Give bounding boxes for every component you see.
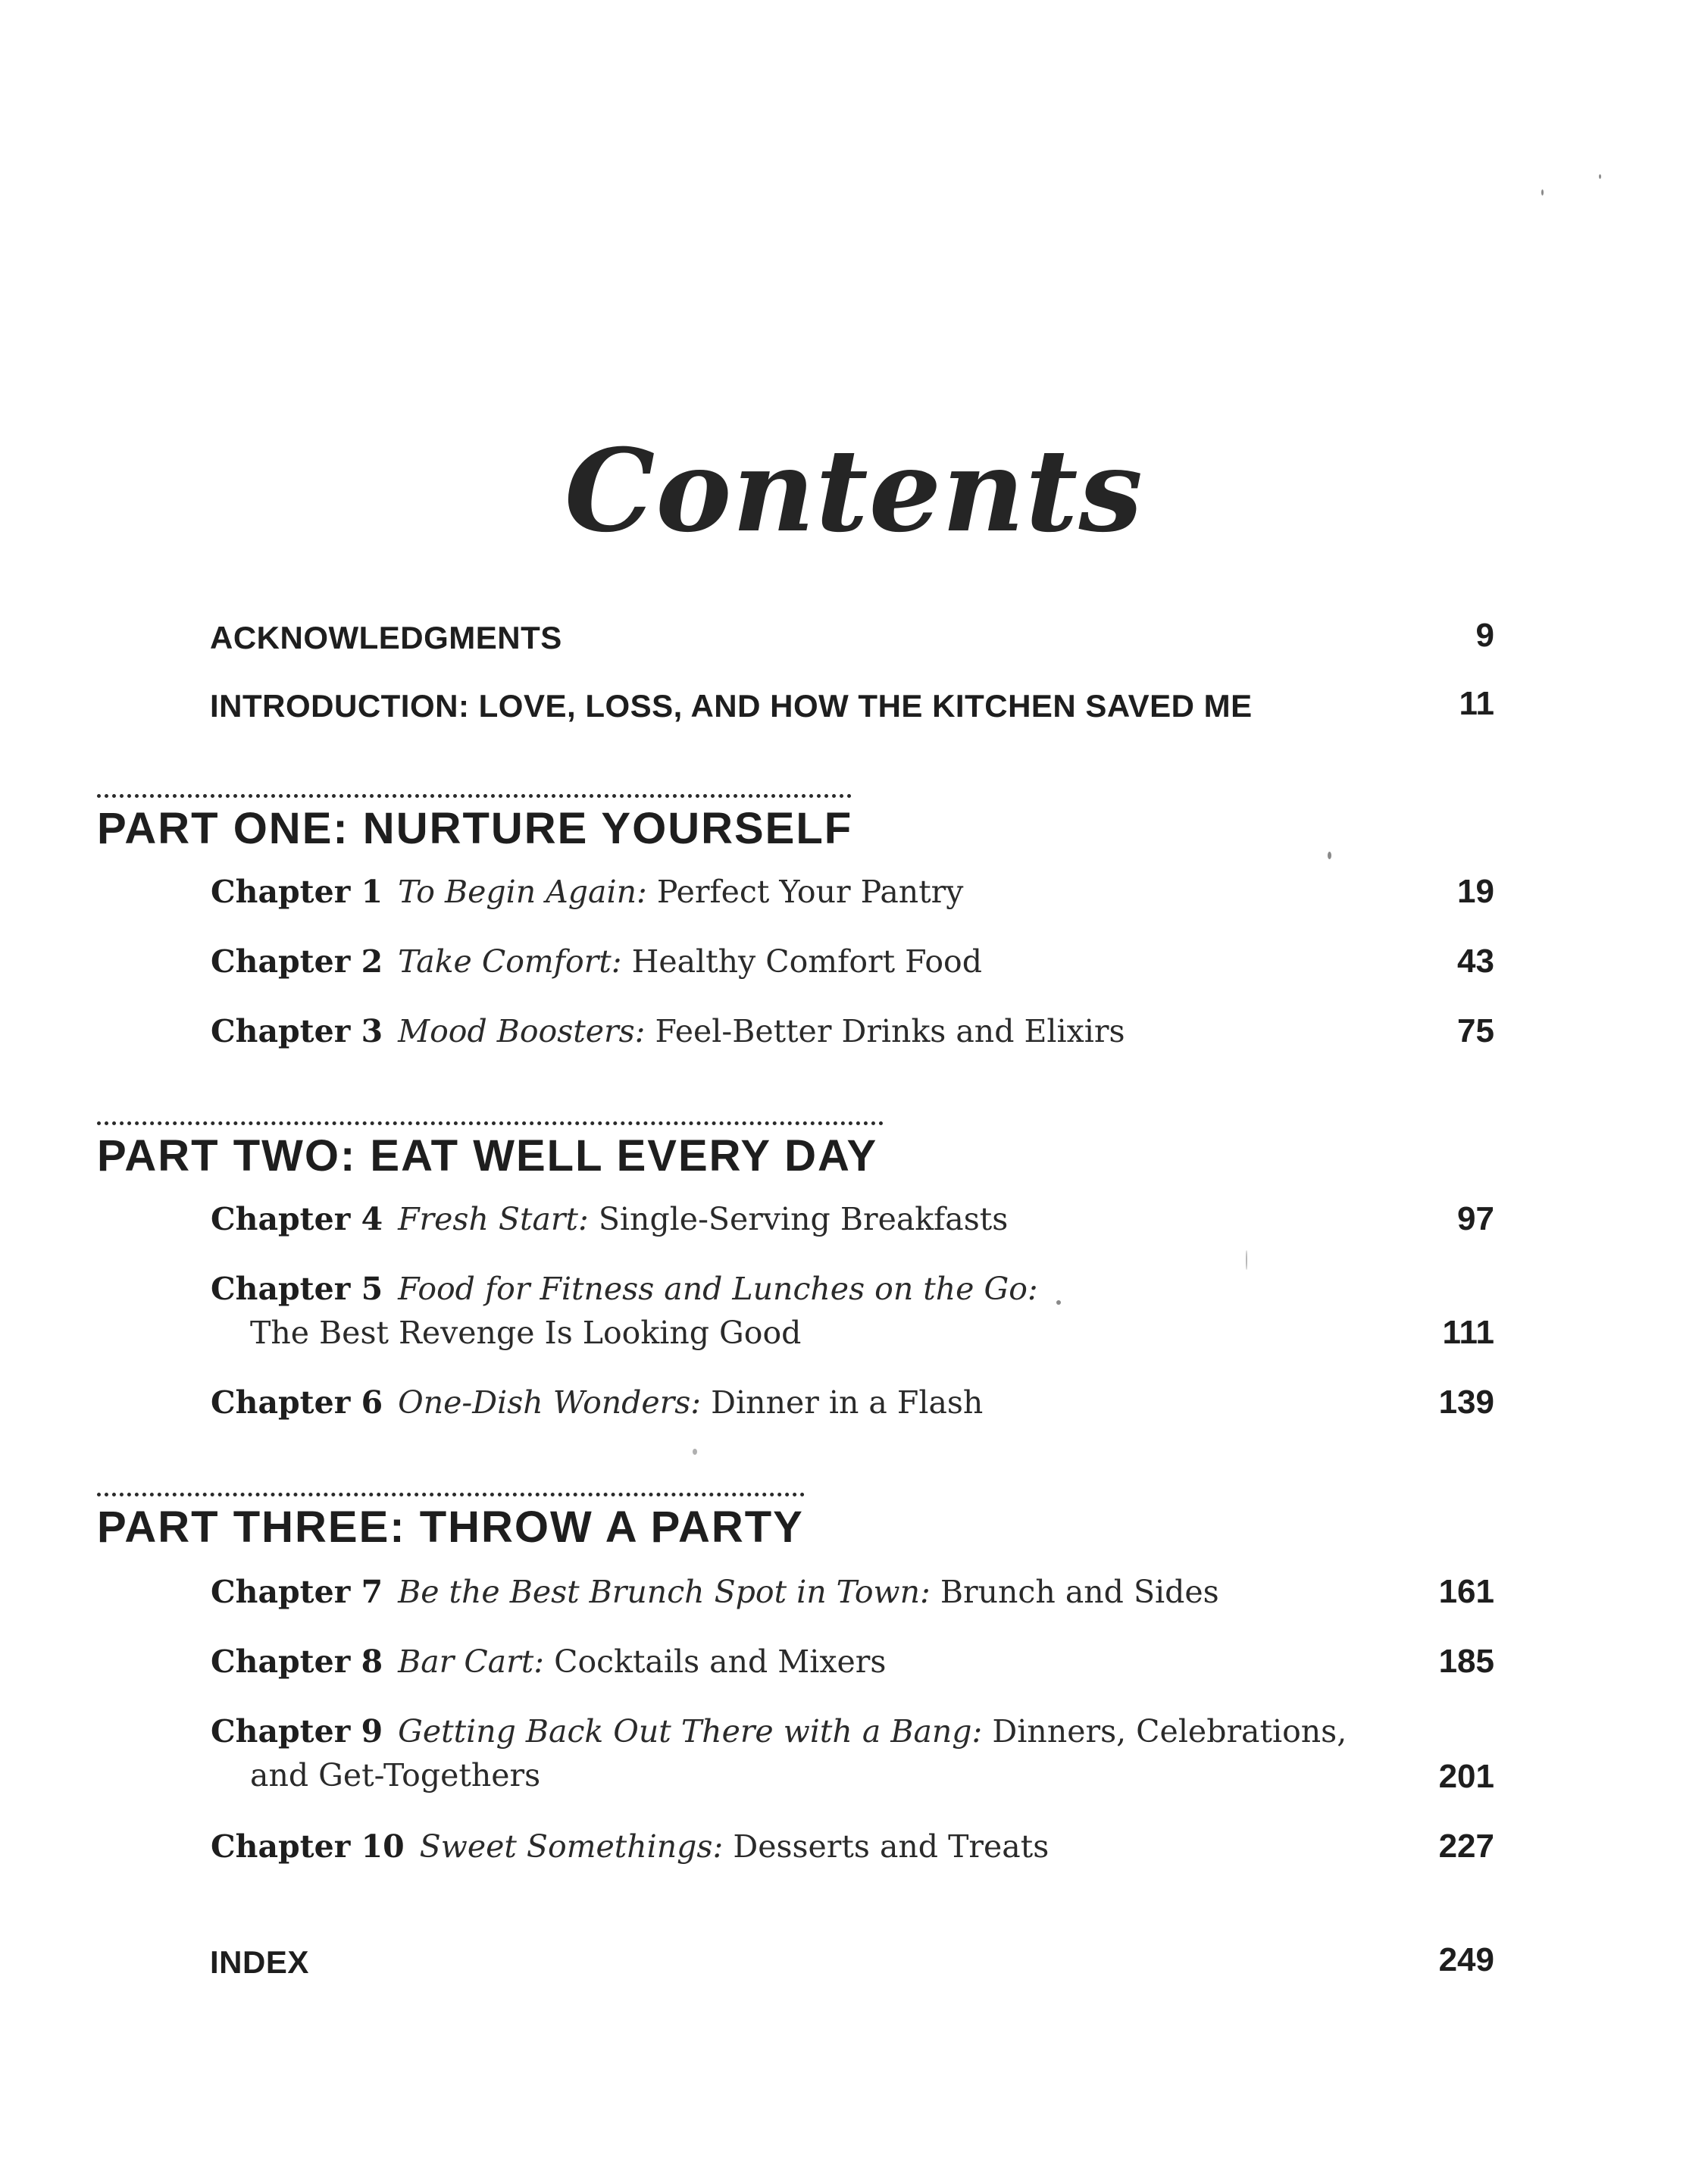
page-number: 19: [1457, 873, 1494, 910]
chapter-title-italic: Sweet Somethings:: [419, 1828, 724, 1865]
chapter-label: Chapter 4: [211, 1201, 383, 1237]
chapter-title-italic: Bar Cart:: [398, 1643, 545, 1680]
part-title: PART TWO: EAT WELL EVERY DAY: [97, 1131, 878, 1181]
page-number: 43: [1457, 943, 1494, 980]
chapter-title: Perfect Your Pantry: [656, 874, 964, 910]
chapter-title: Cocktails and Mixers: [554, 1643, 887, 1680]
chapter-label: Chapter 5: [211, 1271, 383, 1307]
toc-chapter-entry: [211, 1009, 1125, 1053]
chapter-title-italic: One-Dish Wonders:: [398, 1384, 702, 1421]
scan-speck: [693, 1449, 697, 1455]
page-number: 97: [1457, 1200, 1494, 1237]
toc-chapter-entry: [211, 1197, 1008, 1241]
chapter-title: Dinner in a Flash: [711, 1384, 984, 1421]
toc-entry-introduction: INTRODUCTION: LOVE, LOSS, AND HOW THE KITCHEN SAVED ME: [210, 688, 1253, 724]
chapter-title-italic: Fresh Start:: [398, 1201, 589, 1237]
chapter-title-italic: Be the Best Brunch Spot in Town:: [398, 1574, 931, 1610]
chapter-label: Chapter 6: [211, 1384, 383, 1421]
page-number: 185: [1438, 1643, 1494, 1680]
chapter-title-italic: Take Comfort:: [398, 943, 622, 980]
toc-chapter-entry: [211, 1640, 886, 1684]
chapter-title: Desserts and Treats: [733, 1828, 1050, 1865]
chapter-label: Chapter 1: [211, 874, 383, 910]
page-title: Contents: [564, 424, 1143, 558]
scan-speck: [1541, 189, 1544, 195]
page-number: 111: [1442, 1314, 1494, 1351]
page-number: 11: [1459, 685, 1494, 722]
page-number: 75: [1457, 1012, 1494, 1049]
part-divider: [97, 794, 852, 798]
page-number: 161: [1438, 1573, 1494, 1610]
chapter-title-continuation: The Best Revenge Is Looking Good: [250, 1315, 802, 1351]
toc-chapter-entry: [211, 940, 982, 983]
part-title: PART ONE: NURTURE YOURSELF: [97, 804, 853, 853]
toc-entry-index: INDEX: [210, 1944, 309, 1980]
toc-chapter-entry: [211, 1570, 1219, 1614]
toc-chapter-entry: [211, 1825, 1049, 1868]
page-number: 201: [1438, 1758, 1494, 1795]
chapter-title-italic: Food for Fitness and Lunches on the Go:: [398, 1271, 1038, 1307]
chapter-title-italic: To Begin Again:: [398, 874, 647, 910]
scan-speck: [1056, 1300, 1061, 1305]
chapter-title: Healthy Comfort Food: [631, 943, 982, 980]
scan-speck: [1328, 852, 1331, 859]
scan-speck: [1599, 174, 1601, 179]
chapter-title: Single-Serving Breakfasts: [598, 1201, 1009, 1237]
chapter-title: Dinners, Celebrations,: [992, 1713, 1347, 1750]
scan-speck: [1246, 1250, 1247, 1270]
page-number: 249: [1438, 1941, 1494, 1978]
chapter-label: Chapter 8: [211, 1643, 383, 1680]
chapter-label: Chapter 2: [211, 943, 383, 980]
part-divider: [97, 1493, 805, 1496]
toc-chapter-entry: [211, 1381, 983, 1424]
chapter-title-italic: Mood Boosters:: [398, 1013, 646, 1049]
chapter-label: Chapter 9: [211, 1713, 383, 1750]
part-title: PART THREE: THROW A PARTY: [97, 1503, 804, 1552]
chapter-label: Chapter 7: [211, 1574, 383, 1610]
chapter-title: Feel-Better Drinks and Elixirs: [655, 1013, 1125, 1049]
page-number: 227: [1438, 1828, 1494, 1865]
toc-chapter-entry: [211, 1709, 1347, 1797]
chapter-title: Brunch and Sides: [940, 1574, 1219, 1610]
chapter-title-italic: Getting Back Out There with a Bang:: [398, 1713, 983, 1750]
chapter-title-continuation: and Get-Togethers: [250, 1757, 541, 1793]
page-number: 139: [1438, 1384, 1494, 1421]
chapter-label: Chapter 3: [211, 1013, 383, 1049]
part-divider: [97, 1121, 884, 1125]
toc-chapter-entry: [211, 870, 963, 914]
chapter-label: Chapter 10: [211, 1828, 405, 1865]
toc-entry-acknowledgments: ACKNOWLEDGMENTS: [210, 620, 562, 655]
page-number: 9: [1475, 617, 1494, 654]
toc-chapter-entry: [211, 1267, 1038, 1355]
